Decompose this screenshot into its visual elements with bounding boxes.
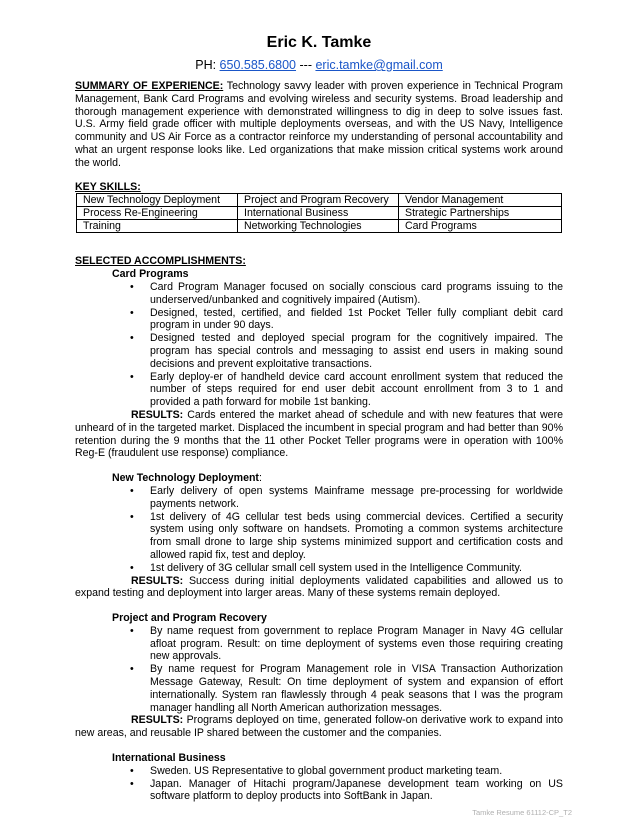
skill-cell: Networking Technologies bbox=[238, 220, 399, 233]
results-text: Programs deployed on time, generated follow-on derivative work to expand into new areas, and reusable IP shared between the customer and the companies. bbox=[75, 714, 563, 740]
email-link[interactable]: eric.tamke@gmail.com bbox=[315, 58, 443, 72]
results-label: RESULTS: bbox=[131, 408, 184, 421]
results-text: Success during initial deployments validated capabilities and allowed us to expand testing and deployment into larger areas. Many of these systems remain deployed. bbox=[75, 574, 563, 600]
skills-row bbox=[77, 207, 562, 220]
summary-heading: SUMMARY OF EXPERIENCE: bbox=[75, 80, 224, 92]
new-tech-block bbox=[75, 472, 563, 600]
results-label: RESULTS: bbox=[131, 714, 184, 727]
skill-cell: Vendor Management bbox=[399, 194, 562, 207]
skills-row bbox=[77, 220, 562, 233]
new-tech-title: New Technology Deployment: bbox=[112, 472, 262, 485]
skill-cell: New Technology Deployment bbox=[77, 194, 238, 207]
recovery-block bbox=[75, 612, 563, 740]
results-label: RESULTS: bbox=[131, 574, 184, 587]
recovery-title: Project and Program Recovery bbox=[112, 612, 267, 625]
list-item: • By name request from government to replace Program Manager in Navy 4G cellular afloat program. Result: on time deployment of systems even those requiring creating new approvals. bbox=[150, 625, 563, 663]
list-item: • Sweden. US Representative to global government product marketing team. bbox=[150, 765, 563, 778]
phone-link[interactable]: 650.585.6800 bbox=[219, 58, 297, 72]
list-item: • Japan. Manager of Hitachi program/Japanese development team working on US software platform to deploy products into SoftBank in Japan. bbox=[150, 778, 563, 804]
international-title: International Business bbox=[112, 752, 226, 765]
contact-separator: --- bbox=[296, 58, 316, 72]
card-programs-list bbox=[75, 281, 563, 409]
international-block bbox=[75, 752, 563, 803]
skill-cell: Process Re-Engineering bbox=[77, 207, 238, 220]
card-programs-title: Card Programs bbox=[112, 268, 189, 281]
list-item: • Card Program Manager focused on socially conscious card programs issuing to the underserved/unbanked and cognitively impaired (Autism). bbox=[150, 281, 563, 307]
summary-section bbox=[75, 80, 563, 170]
summary-text: Technology savvy leader with proven experience in Technical Program Management, Bank Card Programs and evolving wireless and security systems. Broad leadership and thorough management experience with demonstrated willingness to dig in deep to solve issues fast. U.S. Army field grade officer with multiple deployments overseas, and with the US Navy, Intelligence community and US Air Force as a contractor reinforce my understanding of personal accountability and what an urgent response looks like. Led organizations that make mission critical systems work around the world. bbox=[75, 80, 563, 169]
list-item: • Designed, tested, certified, and fielded 1st Pocket Teller fully compliant debit card program in under 90 days. bbox=[150, 307, 563, 333]
accomplishments-heading: SELECTED ACCOMPLISHMENTS: bbox=[75, 255, 246, 268]
international-list bbox=[75, 765, 563, 803]
phone-prefix: PH: bbox=[195, 58, 220, 72]
skill-cell: Project and Program Recovery bbox=[238, 194, 399, 207]
list-item: • By name request for Program Management role in VISA Transaction Authorization Message Gateway, Result: On time deployment of system and expansion of effort internationally. System ran flawlessly through 4 peak seasons that I was the program manager handling all North American authorization messages. bbox=[150, 663, 563, 714]
skill-cell: Strategic Partnerships bbox=[399, 207, 562, 220]
new-tech-results bbox=[75, 575, 563, 601]
list-item: • Designed tested and deployed special program for the cognitively impaired. The program has special controls and messaging to assist end users in making sound decisions and prevent exploitative transactions. bbox=[150, 332, 563, 370]
list-item: • 1st delivery of 4G cellular test beds using commercial devices. Certified a security system using only software on handsets. Promoting a common systems architecture from small drone to large ship systems minimized support and certification costs and allowed rapid fix, test and deploy. bbox=[150, 511, 563, 562]
card-programs-block bbox=[75, 268, 563, 460]
recovery-results bbox=[75, 714, 563, 740]
list-item: • 1st delivery of 3G cellular small cell system used in the Intelligence Community. bbox=[150, 562, 563, 575]
skill-cell: International Business bbox=[238, 207, 399, 220]
candidate-name: Eric K. Tamke bbox=[266, 34, 372, 51]
list-item: • Early deploy-er of handheld device card account enrollment system that reduced the number of steps required for end user debit account enrollment from 3 to 1 and provided a path forward for mobile 1st banking. bbox=[150, 371, 563, 409]
key-skills-heading: KEY SKILLS: bbox=[75, 180, 141, 193]
skill-cell: Training bbox=[77, 220, 238, 233]
card-programs-results bbox=[75, 409, 563, 460]
results-text: Cards entered the market ahead of schedule and with new features that were unheard of in the targeted market. Displaced the incumbent in special program and had better than 90% retention during the 9 months that the 11 other Pocket Teller programs were in operation with 100% Reg-E (fraudulent use response) compliance. bbox=[75, 408, 563, 460]
contact-line bbox=[75, 58, 563, 73]
key-skills-table bbox=[76, 193, 562, 233]
skill-cell: Card Programs bbox=[399, 220, 562, 233]
skills-row bbox=[77, 194, 562, 207]
list-item: • Early delivery of open systems Mainframe message pre-processing for worldwide payments network. bbox=[150, 485, 563, 511]
new-tech-list bbox=[75, 485, 563, 575]
recovery-list bbox=[75, 625, 563, 715]
resume-page bbox=[75, 34, 563, 803]
page-footer: Tamke Resume 61112-CP_T2 bbox=[472, 808, 572, 817]
